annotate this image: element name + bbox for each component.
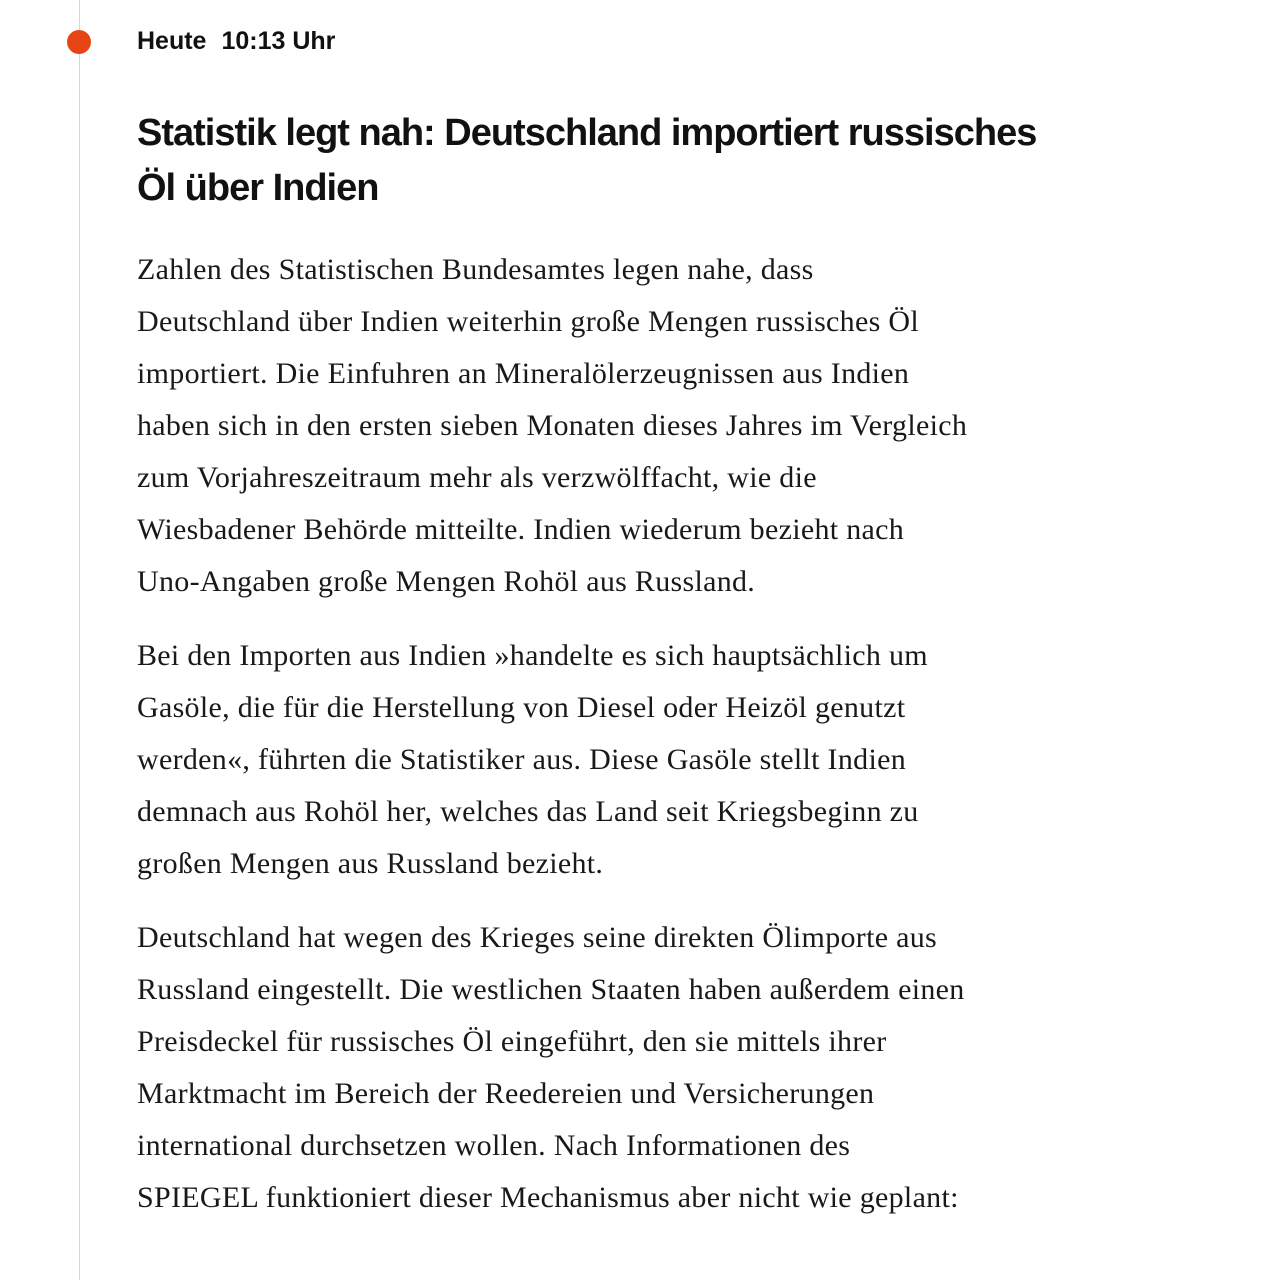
post-content bbox=[137, 28, 1197, 1224]
timeline-dot bbox=[67, 30, 91, 54]
paragraph-line: Wiesbadener Behörde mitteilte. Indien wiederum bezieht nach bbox=[137, 513, 905, 546]
post-timestamp bbox=[137, 28, 1197, 54]
paragraph-line: Gasöle, die für die Herstellung von Diesel oder Heizöl genutzt bbox=[137, 691, 906, 724]
paragraph-line: Bei den Importen aus Indien »handelte es sich hauptsächlich um bbox=[137, 639, 928, 672]
headline-line: Statistik legt nah: Deutschland importiert russisches bbox=[137, 112, 1037, 154]
paragraph-line: werden«, führten die Statistiker aus. Diese Gasöle stellt Indien bbox=[137, 743, 906, 776]
timeline-rail bbox=[79, 0, 80, 1280]
paragraph-line: Deutschland über Indien weiterhin große Mengen russisches Öl bbox=[137, 305, 919, 338]
paragraph-line: haben sich in den ersten sieben Monaten dieses Jahres im Vergleich bbox=[137, 409, 968, 442]
timestamp-day: Heute bbox=[137, 27, 207, 55]
headline-line: Öl über Indien bbox=[137, 167, 379, 209]
paragraph-line: Deutschland hat wegen des Krieges seine direkten Ölimporte aus bbox=[137, 921, 938, 954]
paragraph-line: Marktmacht im Bereich der Reedereien und Versicherungen bbox=[137, 1077, 875, 1110]
paragraph-line: international durchsetzen wollen. Nach Informationen des bbox=[137, 1129, 851, 1162]
paragraph-line: SPIEGEL funktioniert dieser Mechanismus aber nicht wie geplant: bbox=[137, 1181, 959, 1214]
timestamp-time: 10:13 Uhr bbox=[221, 27, 336, 55]
paragraph-line: Zahlen des Statistischen Bundesamtes legen nahe, dass bbox=[137, 253, 814, 286]
paragraph bbox=[137, 912, 1197, 1224]
paragraph-line: demnach aus Rohöl her, welches das Land seit Kriegsbeginn zu bbox=[137, 795, 919, 828]
paragraph-line: Uno-Angaben große Mengen Rohöl aus Russland. bbox=[137, 565, 756, 598]
paragraph-line: Russland eingestellt. Die westlichen Staaten haben außerdem einen bbox=[137, 973, 965, 1006]
paragraph bbox=[137, 244, 1197, 608]
paragraph-line: Preisdeckel für russisches Öl eingeführt, den sie mittels ihrer bbox=[137, 1025, 887, 1058]
paragraph-line: zum Vorjahreszeitraum mehr als verzwölffacht, wie die bbox=[137, 461, 817, 494]
post-headline bbox=[137, 106, 1197, 216]
paragraph-line: importiert. Die Einfuhren an Mineralölerzeugnissen aus Indien bbox=[137, 357, 910, 390]
paragraph bbox=[137, 630, 1197, 890]
paragraph-line: großen Mengen aus Russland bezieht. bbox=[137, 847, 604, 880]
